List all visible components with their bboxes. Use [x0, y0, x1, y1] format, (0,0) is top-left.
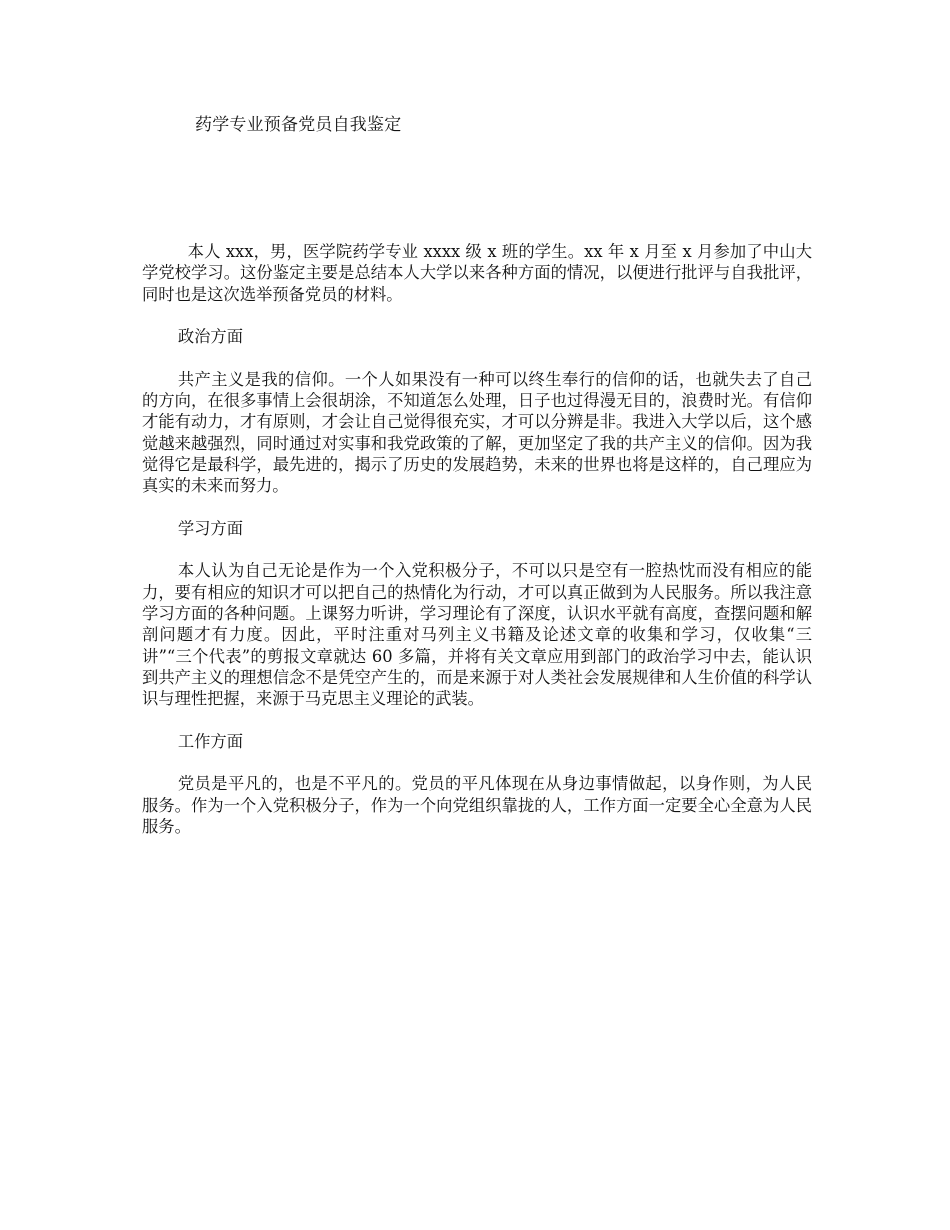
section-paragraph-work: 党员是平凡的，也是不平凡的。党员的平凡体现在从身边事情做起，以身作则，为人民服务。作为一个入党积极分子，作为一个向党组织靠拢的人，工作方面一定要全心全意为人民服务。 — [142, 774, 812, 837]
section-heading-politics: 政治方面 — [177, 327, 243, 347]
section-paragraph-politics: 共产主义是我的信仰。一个人如果没有一种可以终生奉行的信仰的话，也就失去了自己的方向，在很多事情上会很胡涂，不知道怎么处理，日子也过得漫无目的，浪费时光。有信仰才能有动力，才有原则，才会让自己觉得很充实，才可以分辨是非。我进入大学以后，这个感觉越来越强烈，同时通过对实事和我党政策的了解，更加坚定了我的共产主义的信仰。因为我觉得它是最科学，最先进的，揭示了历史的发展趋势，未来的世界也将是这样的，自己理应为真实的未来而努力。 — [142, 369, 812, 496]
section-heading-work: 工作方面 — [177, 731, 243, 751]
intro-paragraph: 本人 xxx，男，医学院药学专业 xxxx 级 x 班的学生。xx 年 x 月至 x 月参加了中山大学党校学习。这份鉴定主要是总结本人大学以来各种方面的情况，以便进行批评与自我批评，同时也是这次选举预备党员的材料。 — [142, 242, 812, 304]
section-heading-study: 学习方面 — [177, 518, 243, 538]
document-title: 药学专业预备党员自我鉴定 — [195, 115, 402, 135]
section-paragraph-study: 本人认为自己无论是作为一个入党积极分子，不可以只是空有一腔热忱而没有相应的能力，要有相应的知识才可以把自己的热情化为行动，才可以真正做到为人民服务。所以我注意学习方面的各种问题。上课努力听讲，学习理论有了深度，认识水平就有高度，查摆问题和解剖问题才有力度。因此，平时注重对马列主义书籍及论述文章的收集和学习，仅收集“三讲”“三个代表”的剪报文章就达 60 多篇，并将有关文章应用到部门的政治学习中去，能认识到共产主义的理想信念不是凭空产生的，而是来源于对人类社会发展规律和人生价值的科学认识与理性把握，来源于马克思主义理论的武装。 — [142, 561, 812, 709]
document-body — [142, 241, 812, 837]
